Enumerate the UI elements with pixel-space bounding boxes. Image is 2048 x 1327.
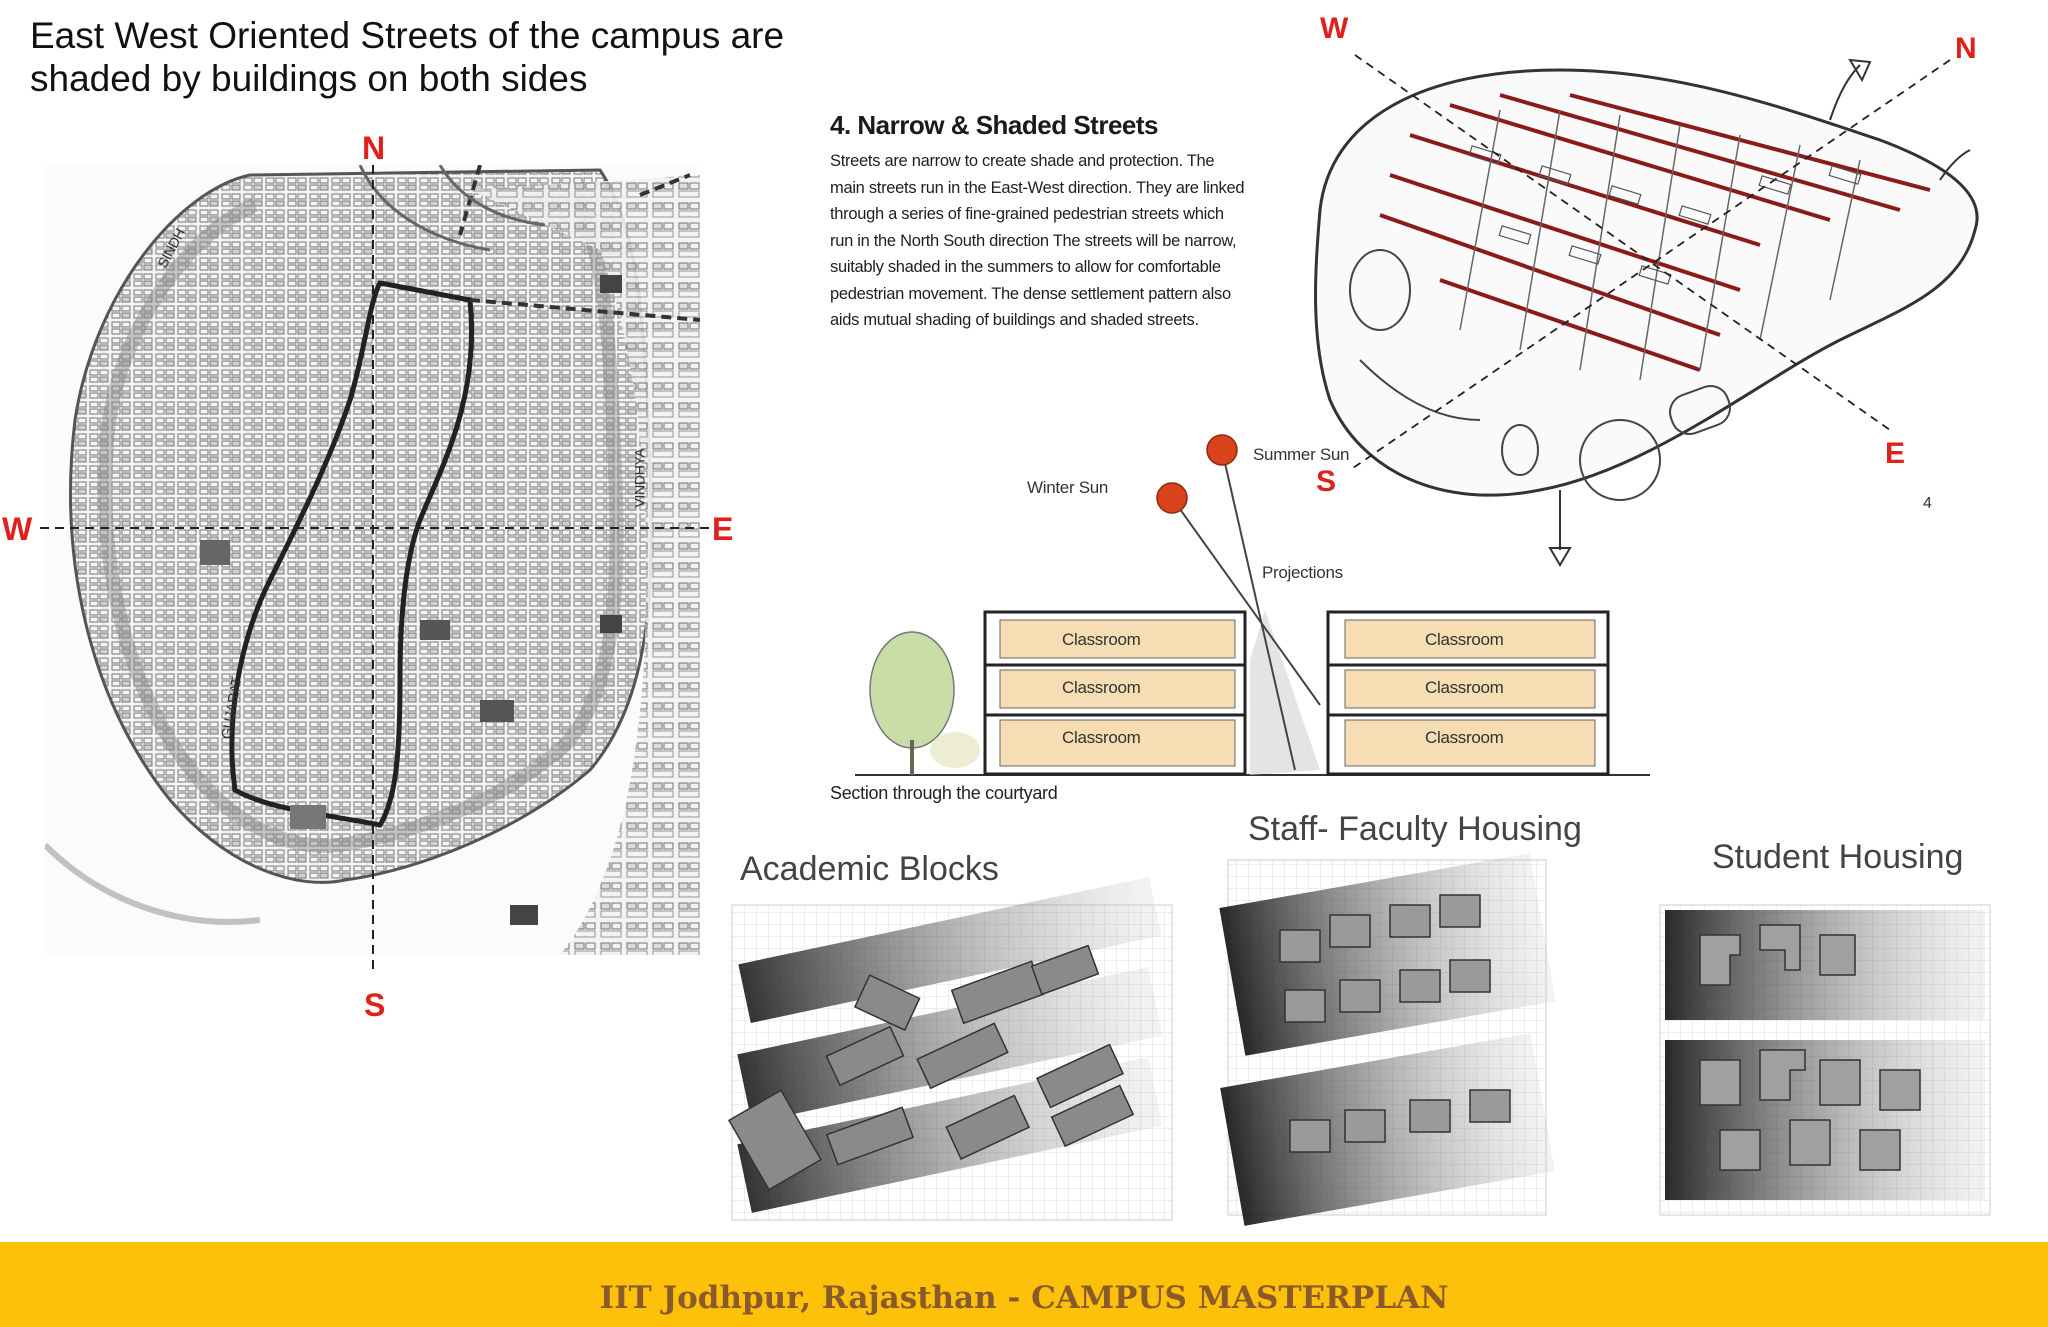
right-compass-w: W (1320, 12, 1349, 45)
panel-title-academic: Academic Blocks (740, 850, 999, 888)
room-label: Classroom (1062, 678, 1141, 697)
academic-shadow-panel (729, 877, 1172, 1220)
right-compass-s: S (1316, 465, 1337, 498)
summer-sun-label: Summer Sun (1253, 445, 1350, 464)
room-label: Classroom (1425, 678, 1504, 697)
room-label: Classroom (1062, 728, 1141, 747)
left-compass-w: W (2, 511, 33, 547)
staff-shadow-panel (1219, 853, 1555, 1225)
room-label: Classroom (1425, 630, 1504, 649)
left-compass-e: E (712, 511, 734, 547)
right-compass-e: E (1885, 437, 1906, 470)
page-number: 4 (1923, 495, 1932, 512)
right-compass-n: N (1955, 32, 1977, 65)
road-label-vindhya: VINDHYA (631, 448, 648, 508)
streets-body: Streets are narrow to create shade and protection. The main streets run in the East-West direction. They are linked through a series of fine-grained pedestrian streets which run in the North South direction The streets will be narrow, suitably shaded in the summers to allow for comfortable pedestrian movement. The dense settlement pattern also aids mutual shading of buildings and shaded streets. (830, 152, 1245, 329)
road-label-sindh: SINDH (154, 225, 188, 271)
room-label: Classroom (1425, 728, 1504, 747)
section-caption: Section through the courtyard (830, 783, 1058, 803)
streets-title: 4. Narrow & Shaded Streets (830, 110, 1158, 140)
panel-title-student: Student Housing (1712, 838, 1964, 876)
footer-title: IIT Jodhpur, Rajasthan - CAMPUS MASTERPLAN (599, 1280, 1449, 1316)
student-shadow-panel (1660, 905, 1990, 1215)
projections-label: Projections (1262, 563, 1343, 582)
panel-title-staff: Staff- Faculty Housing (1248, 810, 1582, 848)
winter-sun-label: Winter Sun (1027, 478, 1109, 497)
left-compass-n: N (362, 130, 386, 166)
left-compass-s: S (364, 987, 386, 1023)
room-label: Classroom (1062, 630, 1141, 649)
road-label-gujarat: GUJARAT (217, 675, 245, 741)
slide-heading: East West Oriented Streets of the campus are shaded by buildings on both sides (30, 15, 785, 99)
